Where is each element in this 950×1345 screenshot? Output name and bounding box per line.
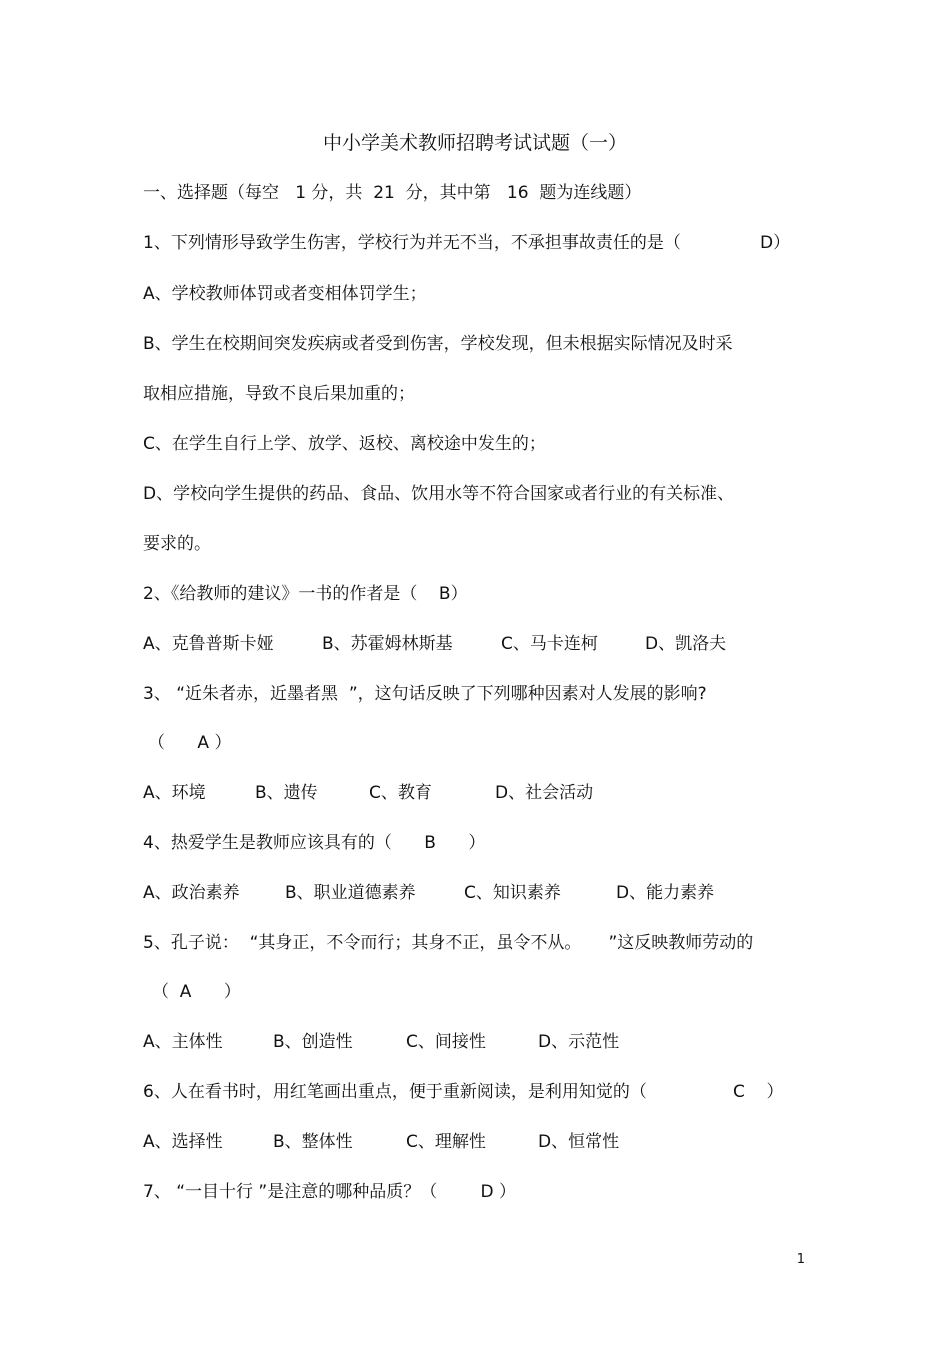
- question-2-options: [143, 633, 727, 655]
- question-1-option-d-line1: D、学校向学生提供的药品、食品、饮用水等不符合国家或者行业的有关标准、: [143, 484, 735, 504]
- question-4-option-b: B、职业道德素养: [285, 883, 416, 903]
- question-1-option-d-line2: 要求的。: [143, 534, 211, 554]
- question-6-options: [143, 1131, 620, 1153]
- question-6-option-d: D、恒常性: [538, 1132, 620, 1152]
- page-number: 1: [796, 1252, 805, 1267]
- section-heading: 一、选择题（每空 1 分，共 21 分，其中第 16 题为连线题）: [143, 183, 642, 203]
- question-1-option-c: C、在学生自行上学、放学、返校、离校途中发生的；: [143, 434, 546, 454]
- question-2-option-c: C、马卡连柯: [501, 634, 598, 654]
- question-3-option-c: C、教育: [369, 783, 432, 803]
- question-6-option-a: A、选择性: [143, 1132, 223, 1152]
- question-3-stem: 3、 “近朱者赤，近墨者黑 ”，这句话反映了下列哪种因素对人发展的影响?: [143, 684, 707, 704]
- question-5-option-d: D、示范性: [538, 1032, 620, 1052]
- question-6-answer: C ）: [733, 1082, 784, 1102]
- question-1-stem: 1、下列情形导致学生伤害，学校行为并无不当，不承担事故责任的是（: [143, 233, 681, 253]
- question-2-option-d: D、凯洛夫: [645, 634, 727, 654]
- question-4-options: [143, 882, 715, 904]
- question-4-stem: 4、热爱学生是教师应该具有的（ B ）: [143, 833, 486, 853]
- question-6-stem: 6、人在看书时，用红笔画出重点，便于重新阅读，是利用知觉的（: [143, 1082, 647, 1102]
- question-1-option-b-line2: 取相应措施，导致不良后果加重的；: [143, 384, 415, 404]
- question-5-option-c: C、间接性: [406, 1032, 486, 1052]
- question-2-option-a: A、克鲁普斯卡娅: [143, 634, 274, 654]
- page-title: 中小学美术教师招聘考试试题（一）: [322, 132, 627, 154]
- question-6-option-b: B、整体性: [273, 1132, 353, 1152]
- question-5-option-b: B、创造性: [273, 1032, 353, 1052]
- question-3-answer: （ A ）: [148, 733, 232, 753]
- question-5-stem: 5、孔子说： “其身正，不令而行；其身不正，虽令不从。 ”这反映教师劳动的: [143, 933, 754, 953]
- question-1-answer: D）: [760, 233, 791, 253]
- question-2-option-b: B、苏霍姆林斯基: [322, 634, 453, 654]
- question-5-options: [143, 1031, 620, 1053]
- question-3-option-d: D、社会活动: [495, 783, 594, 803]
- question-5-option-a: A、主体性: [143, 1032, 223, 1052]
- question-6-option-c: C、理解性: [406, 1132, 486, 1152]
- question-4-option-d: D、能力素养: [616, 883, 715, 903]
- question-3-option-a: A、环境: [143, 783, 206, 803]
- question-1-option-b-line1: B、学生在校期间突发疾病或者受到伤害，学校发现，但未根据实际情况及时采: [143, 334, 733, 354]
- question-1-option-a: A、学校教师体罚或者变相体罚学生；: [143, 284, 427, 304]
- question-7-stem: 7、 “一目十行 ”是注意的哪种品质？（ D ）: [143, 1182, 516, 1202]
- question-5-answer: （ A ）: [152, 982, 241, 1002]
- question-3-options: [143, 782, 594, 804]
- question-4-option-a: A、政治素养: [143, 883, 240, 903]
- question-3-option-b: B、遗传: [255, 783, 318, 803]
- question-4-option-c: C、知识素养: [464, 883, 561, 903]
- question-2-stem: 2、《给教师的建议》一书的作者是（ B）: [143, 584, 468, 604]
